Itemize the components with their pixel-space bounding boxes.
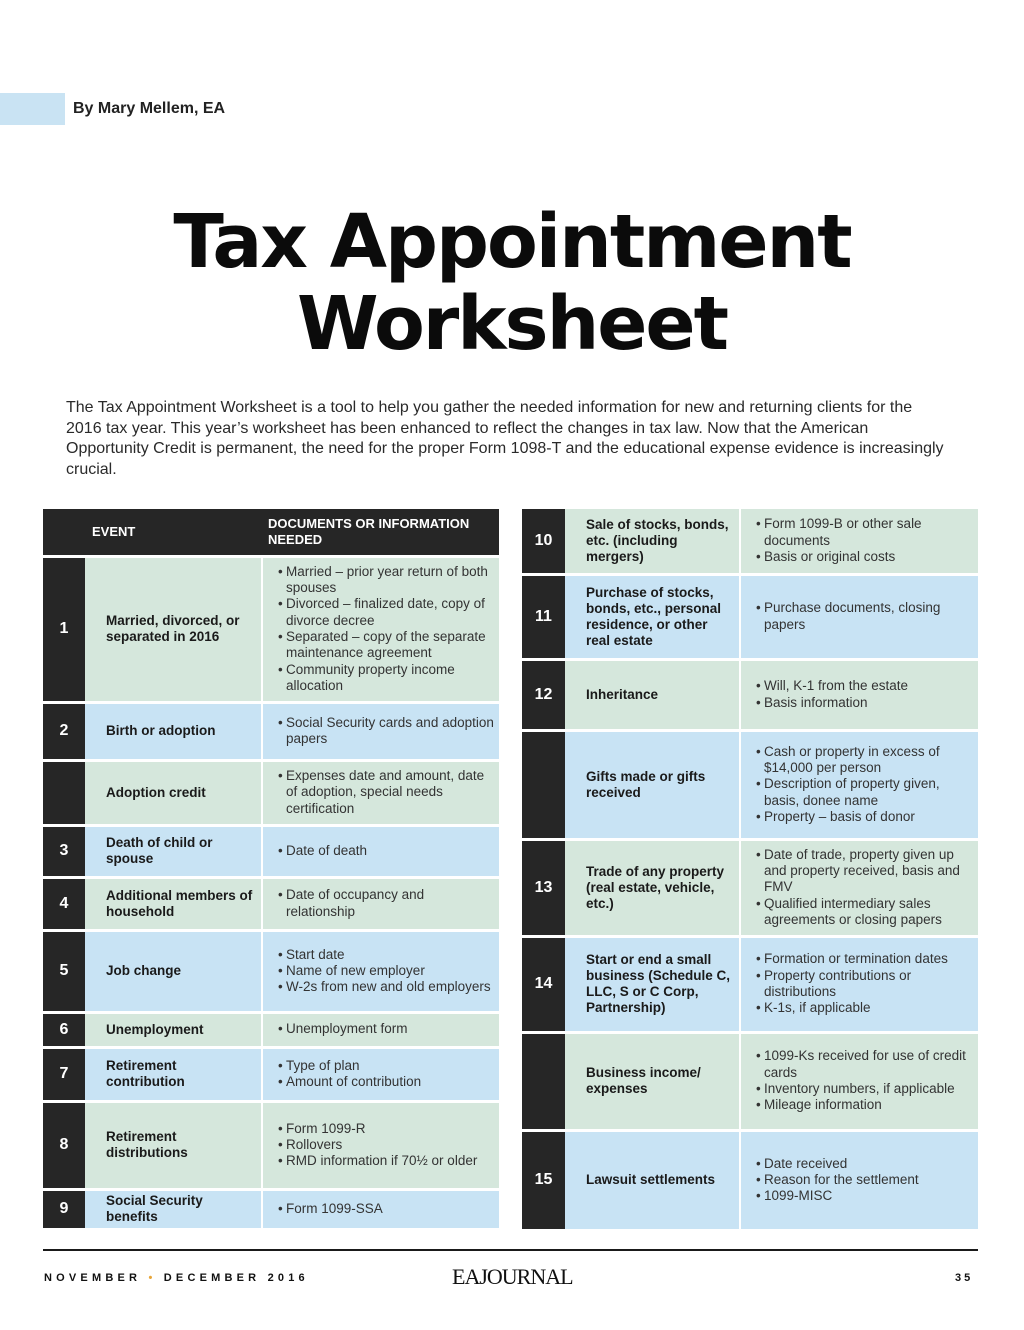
documents-cell <box>740 659 978 730</box>
document-item: • Unemployment form <box>286 1021 495 1037</box>
document-item: • Reason for the settlement <box>764 1172 974 1188</box>
worksheet-table-left <box>43 509 499 1231</box>
footer-separator: • <box>148 1272 157 1284</box>
event-label: Additional members of household <box>85 877 262 930</box>
table-row <box>43 1101 499 1189</box>
document-item: • Property – basis of donor <box>764 809 974 825</box>
document-item: • Mileage information <box>764 1097 974 1113</box>
event-label: Trade of any property (real estate, vehicle, etc.) <box>565 839 740 936</box>
document-item: • K-1s, if applicable <box>764 1000 974 1016</box>
row-number: 15 <box>522 1130 565 1230</box>
document-item: • Qualified intermediary sales agreements or closing papers <box>764 896 974 929</box>
event-label: Start or end a small business (Schedule C, LLC, S or C Corp, Partnership) <box>565 936 740 1032</box>
table-row <box>522 659 978 730</box>
event-label: Inheritance <box>565 659 740 730</box>
document-item: • Form 1099-R <box>286 1121 495 1137</box>
event-label: Lawsuit settlements <box>565 1130 740 1230</box>
row-number: 8 <box>43 1101 85 1189</box>
documents-cell <box>262 930 499 1012</box>
row-number: 6 <box>43 1012 85 1047</box>
document-item: • Purchase documents, closing papers <box>764 600 974 633</box>
document-item: • Basis information <box>764 695 974 711</box>
event-label: Birth or adoption <box>85 702 262 760</box>
page-title-line2: Worksheet <box>296 281 727 367</box>
document-item: • Expenses date and amount, date of adoption, special needs certification <box>286 768 495 817</box>
document-item: • Date received <box>764 1156 974 1172</box>
byline: By Mary Mellem, EA <box>73 100 226 117</box>
row-number <box>43 760 85 825</box>
table-row <box>522 936 978 1032</box>
accent-bar <box>0 93 65 125</box>
document-item: • Name of new employer <box>286 963 495 979</box>
table-row <box>43 1189 499 1229</box>
header-documents: DOCUMENTS OR INFORMATION NEEDED <box>262 509 499 556</box>
documents-cell <box>262 825 499 877</box>
worksheet-table-right <box>522 509 978 1232</box>
event-label: Social Security benefits <box>85 1189 262 1229</box>
document-item: • Social Security cards and adoption papers <box>286 715 495 748</box>
row-number: 5 <box>43 930 85 1012</box>
document-item: • RMD information if 70½ or older <box>286 1153 495 1169</box>
footer-month2: DECEMBER 2016 <box>163 1272 309 1284</box>
document-item: • Date of trade, property given up and property received, basis and FMV <box>764 847 974 896</box>
document-item: • Date of death <box>286 843 495 859</box>
table-row <box>522 574 978 659</box>
documents-cell <box>740 936 978 1032</box>
event-label: Death of child or spouse <box>85 825 262 877</box>
document-item: • Separated – copy of the separate maintenance agreement <box>286 629 495 662</box>
document-item: • Type of plan <box>286 1058 495 1074</box>
document-item: • Form 1099-B or other sale documents <box>764 516 974 549</box>
header-event: EVENT <box>43 509 262 556</box>
documents-cell <box>262 1012 499 1047</box>
document-item: • Formation or termination dates <box>764 951 974 967</box>
documents-cell <box>740 730 978 839</box>
document-item: • Form 1099-SSA <box>286 1201 495 1217</box>
document-item: • Start date <box>286 947 495 963</box>
event-label: Married, divorced, or separated in 2016 <box>85 556 262 702</box>
table-row <box>43 877 499 930</box>
table-row <box>43 556 499 702</box>
documents-cell <box>262 702 499 760</box>
document-item: • Community property income allocation <box>286 662 495 695</box>
document-item: • Amount of contribution <box>286 1074 495 1090</box>
event-label: Gifts made or gifts received <box>565 730 740 839</box>
documents-cell <box>740 1130 978 1230</box>
page-number: 35 <box>955 1272 974 1284</box>
row-number: 3 <box>43 825 85 877</box>
row-number: 14 <box>522 936 565 1032</box>
document-item: • 1099-MISC <box>764 1188 974 1204</box>
document-item: • 1099-Ks received for use of credit cards <box>764 1048 974 1081</box>
table-row <box>522 1032 978 1130</box>
documents-cell <box>262 1101 499 1189</box>
event-label: Business income/ expenses <box>565 1032 740 1130</box>
document-item: • Cash or property in excess of $14,000 per person <box>764 744 974 777</box>
table-row <box>43 930 499 1012</box>
event-label: Purchase of stocks, bonds, etc., personal residence, or other real estate <box>565 574 740 659</box>
table-row <box>522 730 978 839</box>
document-item: • Basis or original costs <box>764 549 974 565</box>
event-label: Adoption credit <box>85 760 262 825</box>
documents-cell <box>740 574 978 659</box>
footer-issue-date <box>44 1272 309 1284</box>
table-row <box>43 825 499 877</box>
row-number <box>522 1032 565 1130</box>
documents-cell <box>262 1047 499 1101</box>
document-item: • Will, K-1 from the estate <box>764 678 974 694</box>
document-item: • Married – prior year return of both spouses <box>286 564 495 597</box>
table-row <box>43 760 499 825</box>
row-number: 1 <box>43 556 85 702</box>
footer-divider <box>43 1249 978 1251</box>
event-label: Retirement contribution <box>85 1047 262 1101</box>
page-title-line1: Tax Appointment <box>173 199 851 285</box>
footer-month1: NOVEMBER <box>44 1272 142 1284</box>
row-number: 9 <box>43 1189 85 1229</box>
documents-cell <box>740 509 978 574</box>
document-item: • Inventory numbers, if applicable <box>764 1081 974 1097</box>
table-row <box>43 702 499 760</box>
document-item: • Property contributions or distributions <box>764 968 974 1001</box>
row-number: 13 <box>522 839 565 936</box>
row-number: 2 <box>43 702 85 760</box>
event-label: Unemployment <box>85 1012 262 1047</box>
table-row <box>43 1012 499 1047</box>
documents-cell <box>262 877 499 930</box>
event-label: Job change <box>85 930 262 1012</box>
event-label: Sale of stocks, bonds, etc. (including mergers) <box>565 509 740 574</box>
row-number: 12 <box>522 659 565 730</box>
documents-cell <box>740 839 978 936</box>
row-number: 10 <box>522 509 565 574</box>
row-number: 4 <box>43 877 85 930</box>
row-number: 11 <box>522 574 565 659</box>
row-number: 7 <box>43 1047 85 1101</box>
table-row <box>522 509 978 574</box>
document-item: • Rollovers <box>286 1137 495 1153</box>
table-row <box>522 1130 978 1230</box>
row-number <box>522 730 565 839</box>
document-item: • Divorced – finalized date, copy of divorce decree <box>286 596 495 629</box>
documents-cell <box>262 760 499 825</box>
ea-journal-logo: EAJOURNAL <box>452 1264 573 1289</box>
intro-paragraph: The Tax Appointment Worksheet is a tool to help you gather the needed information for new and returning clients for the 2016 tax year. This year’s worksheet has been enhanced to reflect the changes in tax law. Now that the American Opportunity Credit is permanent, the need for the proper Form 1098-T and the educational expense evidence is increasingly crucial. <box>66 399 944 478</box>
document-item: • Date of occupancy and relationship <box>286 887 495 920</box>
documents-cell <box>740 1032 978 1130</box>
table-row <box>43 1047 499 1101</box>
documents-cell <box>262 1189 499 1229</box>
document-item: • W-2s from new and old employers <box>286 979 495 995</box>
documents-cell <box>262 556 499 702</box>
table-row <box>522 839 978 936</box>
event-label: Retirement distributions <box>85 1101 262 1189</box>
document-item: • Description of property given, basis, donee name <box>764 776 974 809</box>
